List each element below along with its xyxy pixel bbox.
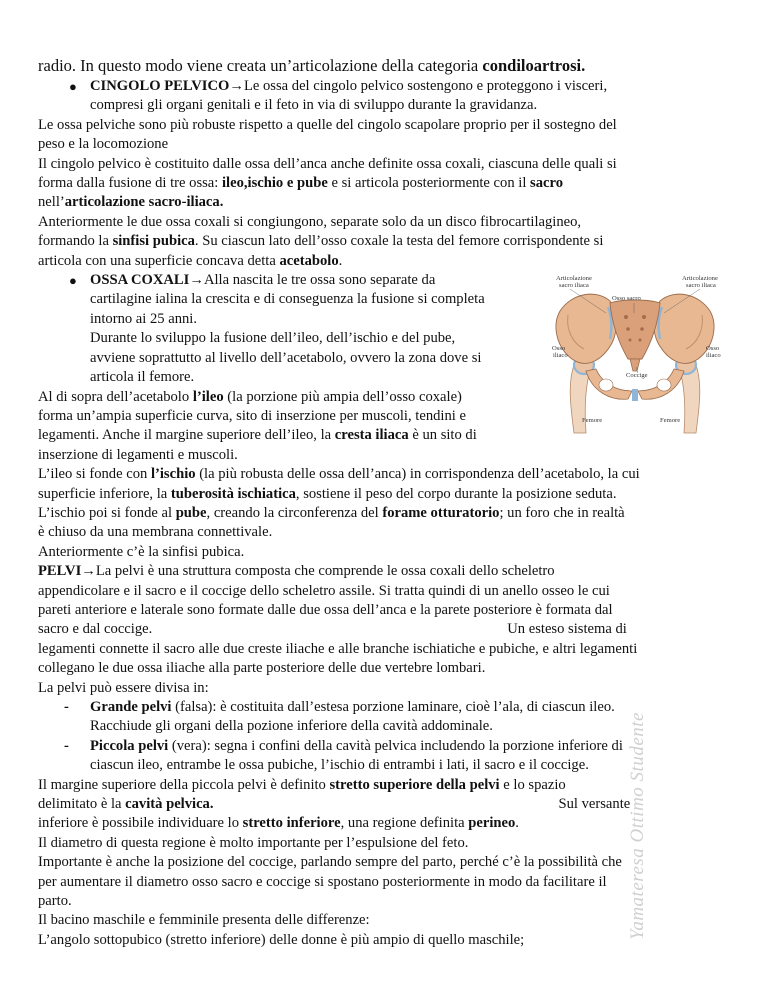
paragraph-intro: radio. In questo modo viene creata un’articolazione della categoria condiloartrosi. — [38, 56, 586, 75]
label-osso-iliaco-right-1: Osso — [706, 345, 720, 352]
dash-marker: - — [64, 699, 69, 715]
bullet-dot-icon: ● — [69, 273, 77, 289]
document-page — [38, 55, 723, 950]
paragraph-angolo: L’angolo sottopubico (stretto inferiore) delle donne è più ampio di quello maschile; — [38, 931, 525, 948]
paragraph-ileo: Al di sopra dell’acetabolo l’ileo (la porzione più ampia dell’osso coxale) forma un’ampia superficie curva, sito di inserzione per muscoli, tendini e legamenti. Anche il margine superiore dell’ileo, la cresta iliaca è un sito di inserzione di legamenti e muscoli. — [38, 388, 477, 463]
paragraph-pelvi: PELVI→La pelvi è una struttura composta che comprende le ossa coxali dello scheletro appendicolare e il sacro e il coccige dello scheletro assile. Si tratta quindi di un anello osseo le cui pareti anteriore e laterale sono formate dalle due ossa dell’anca e la parete posteriore è formata dal sacro e dal coccige. Un esteso sistema di legamenti connette il sacro alle due creste iliache e alle branche ischiatiche e pubiche, e altri legamenti collegano le due ossa iliache alla parte posteriore delle due vertebre lombari. — [38, 563, 638, 677]
pelvis-illustration — [546, 273, 724, 435]
watermark-text: Yamateresa Ottimo Studente — [627, 712, 648, 940]
list-item-piccola-pelvi: - Piccola pelvi (vera): segna i confini della cavità pelvica includendo la porzione inferiore di ciascun ileo, entrambe le ossa pubiche, l’ischio di entrambi i lati, il sacro e il coccige. — [64, 737, 623, 774]
label-femore-left: Femore — [582, 417, 603, 424]
label-osso-iliaco-left-1: Osso — [552, 345, 566, 352]
list-item-grande-pelvi: - Grande pelvi (falsa): è costituita dall’estesa porzione laminare, cioè l’ala, di ciascun ileo. Racchiude gli organi della pozione inferiore della cavità addominale. — [64, 699, 615, 735]
label-articolazione-right-2: sacro iliaca — [686, 282, 716, 289]
paragraph-divisione: La pelvi può essere divisa in: — [38, 679, 209, 696]
paragraph-diametro: Il diametro di questa regione è molto importante per l’espulsione del feto. — [38, 834, 469, 851]
paragraph-sinfisi-anteriore: Anteriormente c’è la sinfisi pubica. — [38, 543, 245, 560]
paragraph-robustezza: Le ossa pelviche sono più robuste rispetto a quelle del cingolo scapolare proprio per il sostegno del peso e la locomozione — [38, 116, 617, 153]
paragraph-cingolo: Il cingolo pelvico è costituito dalle ossa dell’anca anche definite ossa coxali, ciascuna delle quali si forma dalla fusione di tre ossa: ileo,ischio e pube e si articola posteriormente con il sacro nell’articolazione sacro-iliaca. — [38, 155, 617, 211]
label-articolazione-right-1: Articolazione — [682, 275, 718, 282]
pelvis-figure — [546, 273, 724, 435]
label-femore-right: Femore — [660, 417, 681, 424]
label-osso-iliaco-left-2: iliaco — [553, 352, 568, 359]
bullet-dot-icon: ● — [69, 79, 77, 94]
paragraph-stretto: Il margine superiore della piccola pelvi è definito stretto superiore della pelvi e lo spazio delimitato è la cavità pelvica. Sul versante inferiore è possibile individuare lo stretto inferiore, una regione definita perineo. — [38, 776, 631, 832]
label-articolazione-left-2: sacro iliaca — [559, 282, 589, 289]
paragraph-differenze: Il bacino maschile e femminile presenta delle differenze: — [38, 912, 370, 929]
paragraph-ischio: L’ileo si fonde con l’ischio (la più robusta delle ossa dell’anca) in corrispondenza dell’acetabolo, la cui superficie inferiore, la tuberosità ischiatica, sostiene il peso del corpo durante la posizione seduta. L’ischio poi si fonde al pube, creando la circonferenza del forame otturatorio; un foro che in realtà è chiuso da una membrana connettivale. — [38, 466, 640, 541]
bullet-cingolo-pelvico: ● CINGOLO PELVICO→Le ossa del cingolo pelvico sostengono e proteggono i visceri, compresi gli organi genitali e il feto in via di sviluppo durante la gravidanza. — [69, 78, 608, 114]
label-coccige: Coccige — [626, 372, 648, 379]
paragraph-coccige: Importante è anche la posizione del coccige, parlando sempre del parto, perché c’è la possibilità che per aumentare il diametro osso sacro e coccige si spostano posteriormente in modo da facilitare il parto. — [38, 854, 622, 910]
paragraph-sinfisi: Anteriormente le due ossa coxali si congiungono, separate solo da un disco fibrocartilagineo, formando la sinfisi pubica. Su ciascun lato dell’osso coxale la testa del femore corrispondente si articola con una superficie concava detta acetabolo. — [38, 213, 604, 269]
label-osso-sacro: Osso sacro — [612, 295, 641, 302]
bullet-ossa-coxali: ● OSSA COXALI→Alla nascita le tre ossa sono separate da cartilagine ialina la crescita e di conseguenza la fusione si completa intorno ai 25 anni. Durante lo sviluppo la fusione dell’ileo, dell’ischio e del pube, avviene soprattutto al livello dell’acetabolo, ovvero la zona dove si articola il femore. — [69, 272, 485, 386]
label-articolazione-left-1: Articolazione — [556, 275, 592, 282]
label-osso-iliaco-right-2: iliaco — [706, 352, 721, 359]
dash-marker: - — [64, 737, 69, 754]
